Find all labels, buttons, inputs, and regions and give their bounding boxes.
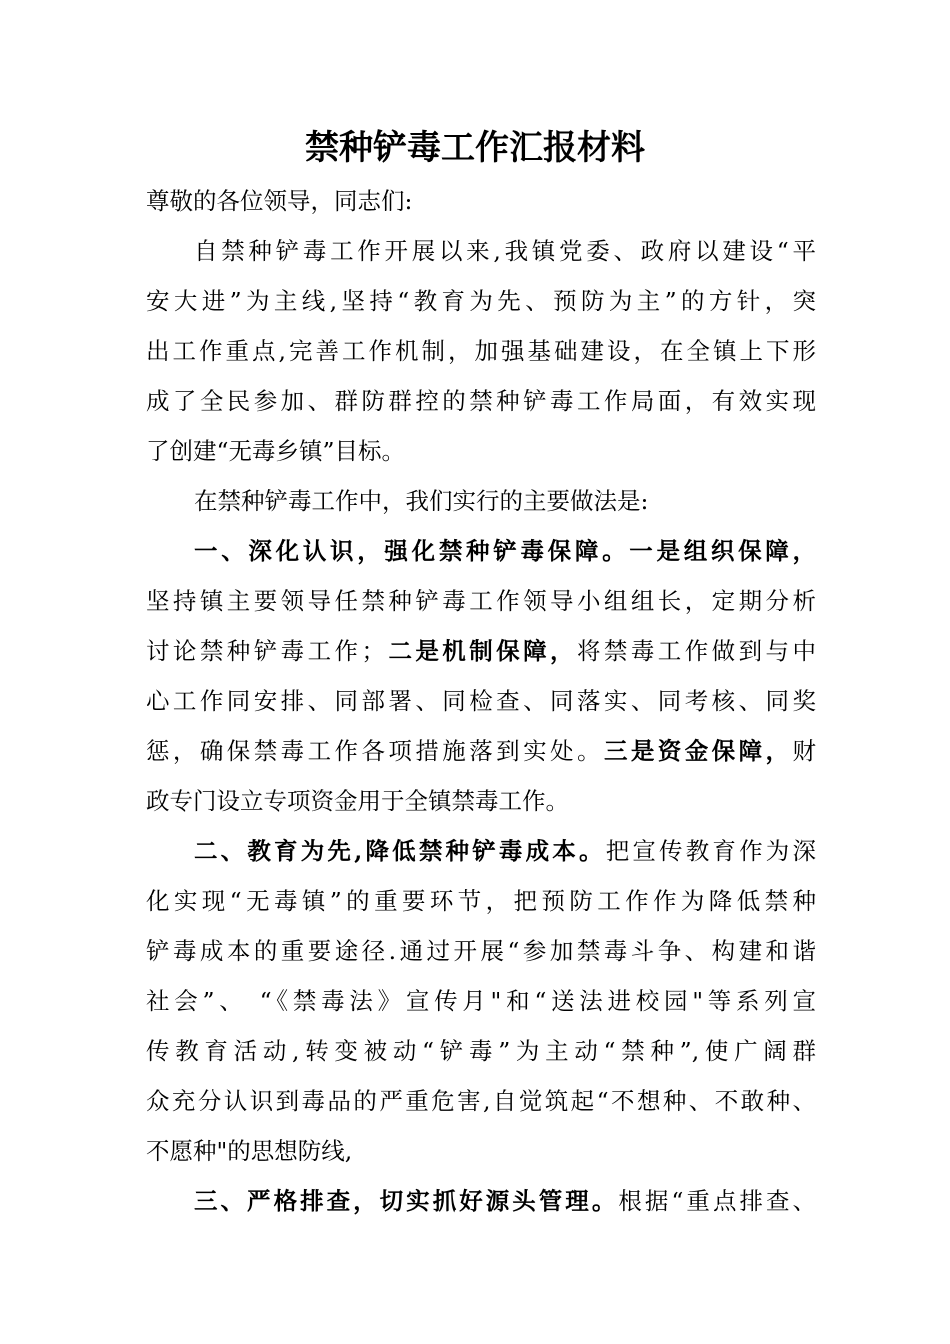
section1-line: 坚持镇主要领导任禁种铲毒工作领导小组组长，定期分析: [146, 587, 816, 615]
section1-sub2-heading: 二是机制保障，: [385, 637, 577, 665]
section1-line: [146, 526, 816, 576]
section1-text: 财: [792, 737, 816, 765]
section1-heading: 一、深化认识，强化禁种铲毒保障。: [194, 537, 630, 565]
section1-line: 心工作同安排、同部署、同检查、同落实、同考核、同奖: [146, 687, 816, 715]
section2-line: 不愿种"的思想防线,: [146, 1137, 353, 1165]
salutation: 尊敬的各位领导，同志们:: [146, 187, 413, 215]
section1-text: 讨论禁种铲毒工作；: [146, 637, 385, 665]
intro-line: 自禁种铲毒工作开展以来,我镇党委、政府以建设“平: [194, 237, 816, 265]
intro-line: 出工作重点,完善工作机制，加强基础建设，在全镇上下形: [146, 337, 816, 365]
section2-text: 把宣传教育作为深: [605, 837, 816, 865]
section2-line: 社会”、 “《禁毒法》宣传月"和“送法进校园"等系列宣: [146, 987, 816, 1015]
section1-line: [146, 626, 816, 676]
section2-line: 化实现“无毒镇”的重要环节，把预防工作作为降低禁种: [146, 887, 816, 915]
section1-text: 惩，确保禁毒工作各项措施落到实处。: [146, 737, 604, 765]
section1-sub3-heading: 三是资金保障，: [603, 737, 793, 765]
section2-line: 铲毒成本的重要途径.通过开展“参加禁毒斗争、构建和谐: [146, 937, 816, 965]
intro-line: 安大进”为主线,坚持“教育为先、预防为主”的方针，突: [146, 287, 816, 315]
section2-line: 众充分认识到毒品的严重危害,自觉筑起“不想种、不敢种、: [146, 1087, 816, 1115]
section3-text: 根据“重点排查、: [618, 1187, 816, 1215]
section1-line: 政专门设立专项资金用于全镇禁毒工作。: [146, 787, 569, 815]
document-title: 禁种铲毒工作汇报材料: [305, 128, 645, 168]
section1-text: 将禁毒工作做到与中: [577, 637, 816, 665]
section2-line: [146, 826, 816, 876]
section1-sub1-heading: 一是组织保障，: [629, 537, 816, 565]
section2-line: 传教育活动,转变被动“铲毒”为主动“禁种”,使广阔群: [146, 1037, 816, 1065]
document-body: [146, 176, 816, 1226]
section3-heading: 三、严格排查，切实抓好源头管理。: [194, 1187, 619, 1215]
intro-line: 了创建“无毒乡镇”目标。: [146, 437, 406, 465]
section1-line: [146, 726, 816, 776]
intro-line: 成了全民参加、群防群控的禁种铲毒工作局面，有效实现: [146, 387, 816, 415]
section2-heading: 二、教育为先,降低禁种铲毒成本。: [194, 837, 606, 865]
section3-line: [146, 1176, 816, 1226]
lead-paragraph: 在禁种铲毒工作中，我们实行的主要做法是:: [194, 487, 649, 515]
